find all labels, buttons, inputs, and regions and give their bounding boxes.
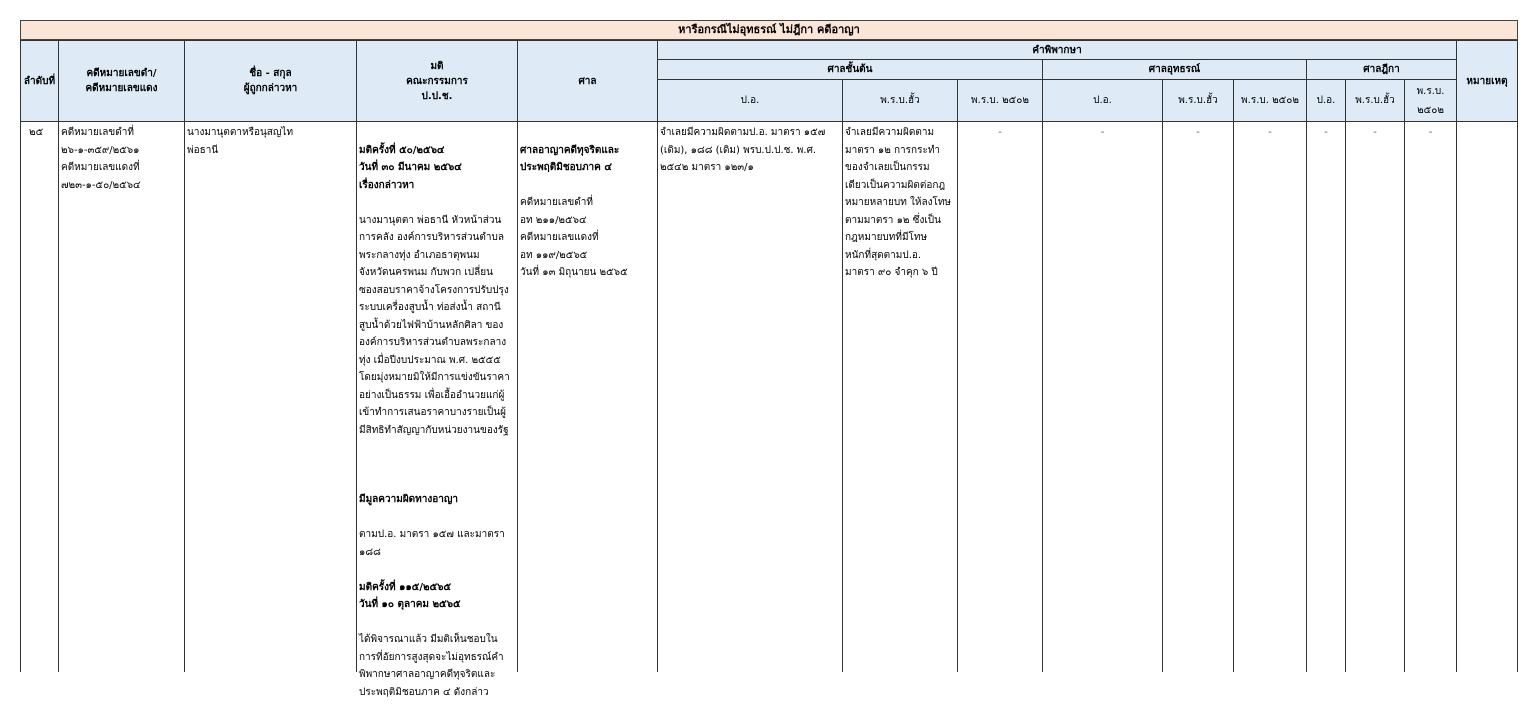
col-border: [20, 122, 21, 672]
col-border: [1517, 122, 1518, 672]
col-border: [58, 122, 59, 672]
header-supreme-ban-label: พ.ร.บ.ฮั้ว: [1355, 95, 1395, 106]
resolution-1-body: นางมานุตตา พ่อธานี หัวหน้าส่วน การคลัง องค์การบริหารส่วนตำบล พระกลางทุ่ง อำเภอธาตุพนม จังหวัดนครพนม กับพวก เปลี่ยน ซองสอบราคาจ้างโครงการปรับปรุง ระบบเครื่องสูบน้ำ ท่อส่งน้ำ สถานี สูบน้ำด้วยไฟฟ้าบ้านหลักศิลา ของ องค์การบริหารส่วนตำบลพระกลาง ทุ่ง เมื่อปีงบประมาณ พ.ศ. ๒๕๕๕ โดยมุ่งหมายมิให้มีการแข่งขันราคา อย่างเป็นธรรม เพื่อเอื้ออำนวยแก่ผู้ เข้าทำการเสนอราคาบางรายเป็นผู้ มีสิทธิทำสัญญากับหน่วยงานของรัฐ: [359, 214, 510, 436]
header-remark: [1456, 40, 1518, 122]
col-border: [1456, 122, 1457, 672]
row-supreme-ban: -: [1373, 127, 1377, 138]
header-judgment: [657, 40, 1457, 60]
col-border: [517, 122, 518, 672]
header-judgment-label: คำพิพากษา: [1032, 44, 1082, 56]
header-first-court-label: ศาลชั้นต้น: [827, 64, 873, 75]
col-border: [957, 122, 958, 672]
table-title: หารือกรณีไม่อุทธรณ์ ไม่ฎีกา คดีอาญา: [20, 20, 1518, 40]
row-supreme-pa: -: [1324, 127, 1328, 138]
resolution-2-body: ตามป.อ. มาตรา ๑๕๗ และมาตรา ๑๘๘: [359, 529, 505, 558]
col-border: [1404, 122, 1405, 672]
col-border: [657, 122, 658, 672]
header-no: [20, 40, 59, 122]
row-appeal-2502: -: [1268, 127, 1272, 138]
header-first-2502-label: พ.ร.บ. ๒๕๐๒: [971, 95, 1029, 106]
header-appeal-2502-label: พ.ร.บ. ๒๕๐๒: [1241, 95, 1299, 106]
row-court: [520, 124, 657, 299]
col-border: [1162, 122, 1163, 672]
header-court: [517, 40, 658, 122]
header-supreme-court: [1306, 59, 1457, 80]
header-appeal-2502: [1233, 79, 1307, 122]
header-supreme-pa: [1306, 79, 1346, 122]
resolution-3-body: ได้พิจารณาแล้ว มีมติเห็นชอบใน การที่อัยการสูงสุดจะไม่อุทธรณ์คำ พิพากษาศาลอาญาคดีทุจริตและ ประพฤติมิชอบภาค ๔ ดังกล่าว: [359, 634, 504, 698]
header-first-pa: [657, 79, 843, 122]
header-remark-label: หมายเหตุ: [1466, 75, 1508, 87]
header-first-court: [657, 59, 1043, 80]
header-supreme-2502-label: พ.ร.บ. ๒๕๐๒: [1416, 85, 1445, 116]
header-supreme-pa-label: ป.อ.: [1316, 95, 1336, 106]
row-no: ๒๕: [29, 127, 44, 138]
header-resolution-label: มติ คณะกรรมการ ป.ป.ช.: [406, 60, 468, 102]
header-supreme-2502: [1404, 79, 1457, 122]
header-court-label: ศาล: [578, 75, 597, 87]
resolution-3-title: มติครั้งที่ ๑๑๕/๒๕๖๕ วันที่ ๑๐ ตุลาคม ๒๕๖๕: [359, 581, 461, 610]
col-border: [1306, 122, 1307, 672]
header-case-no-label: คดีหมายเลขดำ/ คดีหมายเลขแดง: [85, 68, 158, 94]
header-first-ban: [842, 79, 958, 122]
header-first-pa-label: ป.อ.: [740, 95, 760, 106]
col-border: [1233, 122, 1234, 672]
header-appeal-court-label: ศาลอุทธรณ์: [1148, 64, 1201, 75]
header-appeal-ban: [1162, 79, 1234, 122]
court-title: ศาลอาญาคดีทุจริตและ ประพฤติมิชอบภาค ๔: [520, 144, 620, 173]
row-appeal-pa: -: [1100, 127, 1105, 138]
row-name: นางมานุตตาหรือนุสญไท พ่อธานี: [187, 127, 294, 156]
court-body: คดีหมายเลขดำที่ อท ๒๑๑/๒๕๖๔ คดีหมายเลขแดงที่ อท ๑๑๙/๒๕๖๕ วันที่ ๑๓ มิถุนายน ๒๕๖๕: [520, 197, 628, 278]
header-appeal-court: [1042, 59, 1307, 80]
header-first-2502: [957, 79, 1043, 122]
row-supreme-2502: -: [1428, 127, 1433, 138]
header-appeal-pa-label: ป.อ.: [1093, 95, 1112, 106]
header-first-ban-label: พ.ร.บ.ฮั้ว: [880, 95, 920, 106]
header-appeal-ban-label: พ.ร.บ.ฮั้ว: [1178, 95, 1218, 106]
resolution-1-title: มติครั้งที่ ๕๐/๒๕๖๔ วันที่ ๓๐ มีนาคม ๒๕๖๔ เรื่องกล่าวหา: [359, 144, 462, 191]
header-case-no: [58, 40, 185, 122]
row-first-2502: -: [998, 127, 1002, 138]
row-case-no: คดีหมายเลขดำที่ ๒๖-๑-๓๕๙/๒๕๖๑ คดีหมายเลขแดงที่ ๗๒๓-๑-๕๐/๒๕๖๔: [61, 127, 141, 191]
row-resolution: [359, 124, 517, 719]
header-supreme-court-label: ศาลฎีกา: [1363, 64, 1400, 75]
header-no-label: ลำดับที่: [23, 75, 56, 87]
header-supreme-ban: [1345, 79, 1405, 122]
header-name-label: ชื่อ - สกุล ผู้ถูกกล่าวหา: [243, 68, 298, 94]
col-border: [356, 122, 357, 672]
row-first-pa: จำเลยมีความผิดตามป.อ. มาตรา ๑๕๗ (เดิม), ๑๘๘ (เดิม) พรบ.ป.ป.ช. พ.ศ. ๒๕๔๒ มาตรา ๑๒๓/๑: [660, 127, 826, 173]
header-resolution: [356, 40, 518, 122]
row-first-ban: จำเลยมีความผิดตาม มาตรา ๑๒ การกระทำ ของจำเลยเป็นกรรม เดียวเป็นความผิดต่อกฎ หมายหลายบท ให้ลงโทษ ตามมาตรา ๑๒ ซึ่งเป็น กฎหมายบทที่มีโทษ หนักที่สุดตามป.อ. มาตรา ๙๐ จำคุก ๖ ปี: [845, 127, 952, 278]
header-name: [184, 40, 357, 122]
col-border: [184, 122, 185, 672]
case-table: [20, 20, 1518, 698]
row-appeal-ban: -: [1196, 127, 1200, 138]
header-appeal-pa: [1042, 79, 1163, 122]
resolution-2-title: มีมูลความผิดทางอาญา: [359, 494, 459, 505]
col-border: [1345, 122, 1346, 672]
col-border: [842, 122, 843, 672]
col-border: [1042, 122, 1043, 672]
